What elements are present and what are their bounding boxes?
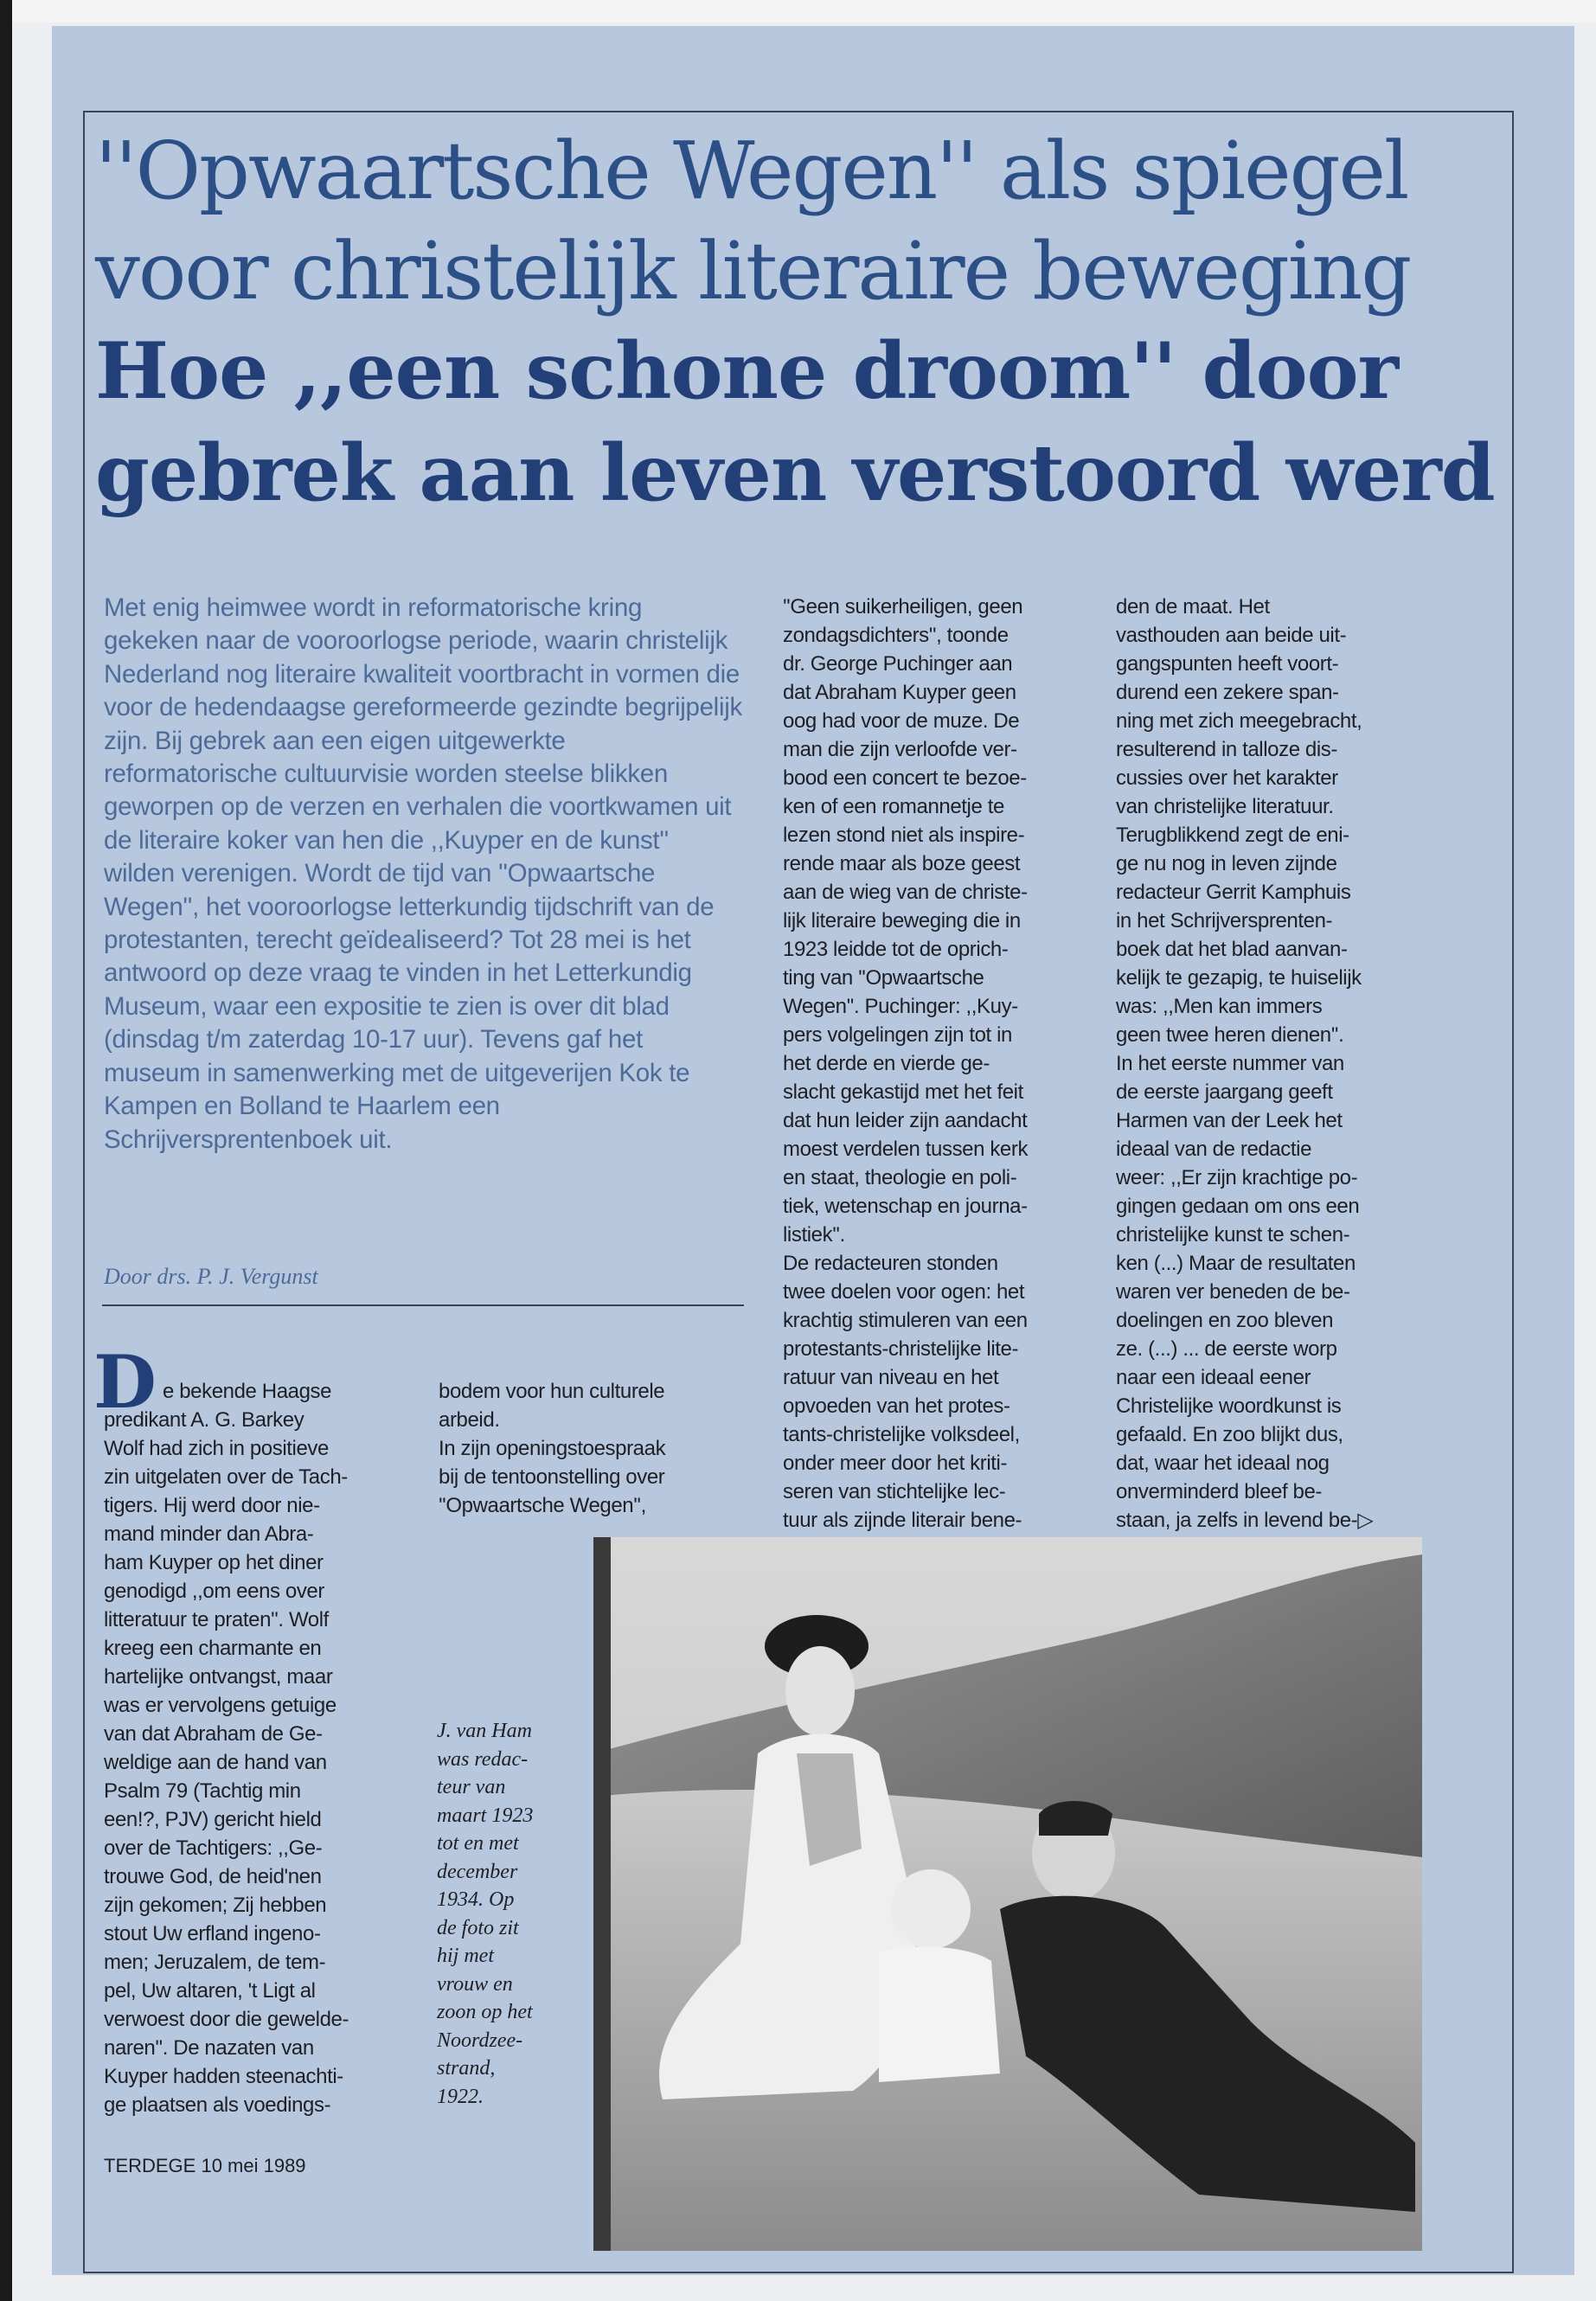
article-column-2: bodem voor hun culturele arbeid. In zijn openingstoespraak bij de tentoonstelling over ''Opwaartsche Wegen'', — [439, 1380, 666, 1517]
family-beach-photo — [593, 1537, 1422, 2251]
page-footer: TERDEGE 10 mei 1989 — [104, 2155, 306, 2176]
scan-edge-left — [0, 0, 12, 2301]
article-column-1: e bekende Haagse predikant A. G. Barkey Wolf had zich in positieve zin uitgelaten over de Tach- tigers. Hij werd door nie- mand minder dan Abra- ham Kuyper op het diner genodigd ,,om eens over litteratuur te praten''. Wolf kreeg een charmante en hartelijke ontvangst, maar was er vervolgens getuige van dat Abraham de Ge- weldige aan de hand van Psalm 79 (Tachtig min een!?, PJV) gericht hield over de Tachtigers: ,,Ge- trouwe God, de heid'nen zijn gekomen; Zij hebben stout Uw erfland ingeno- men; Jeruzalem, de tem- pel, Uw altaren, 't Ligt al verwoest door die gewelde- naren''. De nazaten van Kuyper hadden steenachti- ge plaatsen als voedings- — [104, 1380, 349, 2117]
article-column-4: den de maat. Het vasthouden aan beide uit- gangspunten heeft voort- durend een zekere span- ning met zich meegebracht, resulterend in talloze dis- cussies over het karakter van christelijke literatuur. Terugblikkend zegt de eni- ge nu nog in leven zijnde redacteur Gerrit Kamphuis in het Schrijversprenten- boek dat het blad aanvan- kelijk te gezapig, te huiselijk was: ,,Men kan immers geen twee heren dienen''. In het eerste nummer van de eerste jaargang geeft Harmen van der Leek het ideaal van de redactie weer: ,,Er zijn krachtige po- gingen gedaan om ons een christelijke kunst te schen- ken (...) Maar de resultaten waren ver beneden de be- doelingen en zoo bleven ze. (...) ... de eerste worp naar een ideaal eener Christelijke woordkunst is gefaald. En zoo blijkt dus, dat, waar het ideaal nog onverminderd bleef be- staan, ja zelfs in levend be-▷ — [1116, 595, 1374, 1532]
photo-caption: J. van Ham was redac- teur van maart 1923 tot en met december 1934. Op de foto zit hij met vrouw en zoon op het Noordzee- strand, 1922. — [437, 1720, 534, 2108]
scan-margin-top — [0, 0, 1596, 22]
headline-light: ''Opwaartsche Wegen'' als spiegel voor christelijk literaire beweging — [95, 125, 1411, 317]
divider-rule — [102, 1304, 744, 1306]
article-column-3: ''Geen suikerheiligen, geen zondagsdichters'', toonde dr. George Puchinger aan dat Abraham Kuyper geen oog had voor de muze. De man die zijn verloofde ver- bood een concert te bezoe- ken of een romannetje te lezen stond niet als inspire- rende maar als boze geest aan de wieg van de christe- lijk literaire beweging die in 1923 leidde tot de oprich- ting van ''Opwaartsche Wegen''. Puchinger: ,,Kuy- pers volgelingen zijn tot in het derde en vierde ge- slacht gekastijd met het feit dat hun leider zijn aandacht moest verdelen tussen kerk en staat, theologie en poli- tiek, wetenschap en journa- listiek''. De redacteuren stonden twee doelen voor ogen: het krachtig stimuleren van een protestants-christelijke lite- ratuur van niveau en het opvoeden van het protes- tants-christelijke volksdeel, onder meer door het kriti- seren van stichtelijke lec- tuur als zijnde literair bene- — [783, 595, 1029, 1532]
byline: Door drs. P. J. Vergunst — [104, 1264, 318, 1289]
intro-paragraph: Met enig heimwee wordt in reformatorische kring gekeken naar de vooroorlogse periode, waarin christelijk Nederland nog literaire kwaliteit voortbracht in vormen die voor de hedendaagse gereformeerde gezindte begrijpelijk zijn. Bij gebrek aan een eigen uitgewerkte reformatorische cultuurvisie worden steelse blikken geworpen op de verzen en verhalen die voortkwamen uit de literaire koker van hen die ,,Kuyper en de kunst'' wilden verenigen. Wordt de tijd van ''Opwaartsche Wegen'', het vooroorlogse letterkundig tijdschrift van de protestanten, terecht geïdealiseerd? Tot 28 mei is het antwoord op deze vraag te vinden in het Letterkundig Museum, waar een expositie te zien is over dit blad (dinsdag t/m zaterdag 10-17 uur). Tevens gaf het museum in samenwerking met de uitgeverijen Kok te Kampen en Bolland te Haarlem een Schrijversprentenboek uit. — [104, 593, 742, 1154]
headline-bold: Hoe ,,een schone droom'' door gebrek aan leven verstoord werd — [95, 325, 1495, 519]
drop-cap: D — [93, 1339, 157, 1425]
